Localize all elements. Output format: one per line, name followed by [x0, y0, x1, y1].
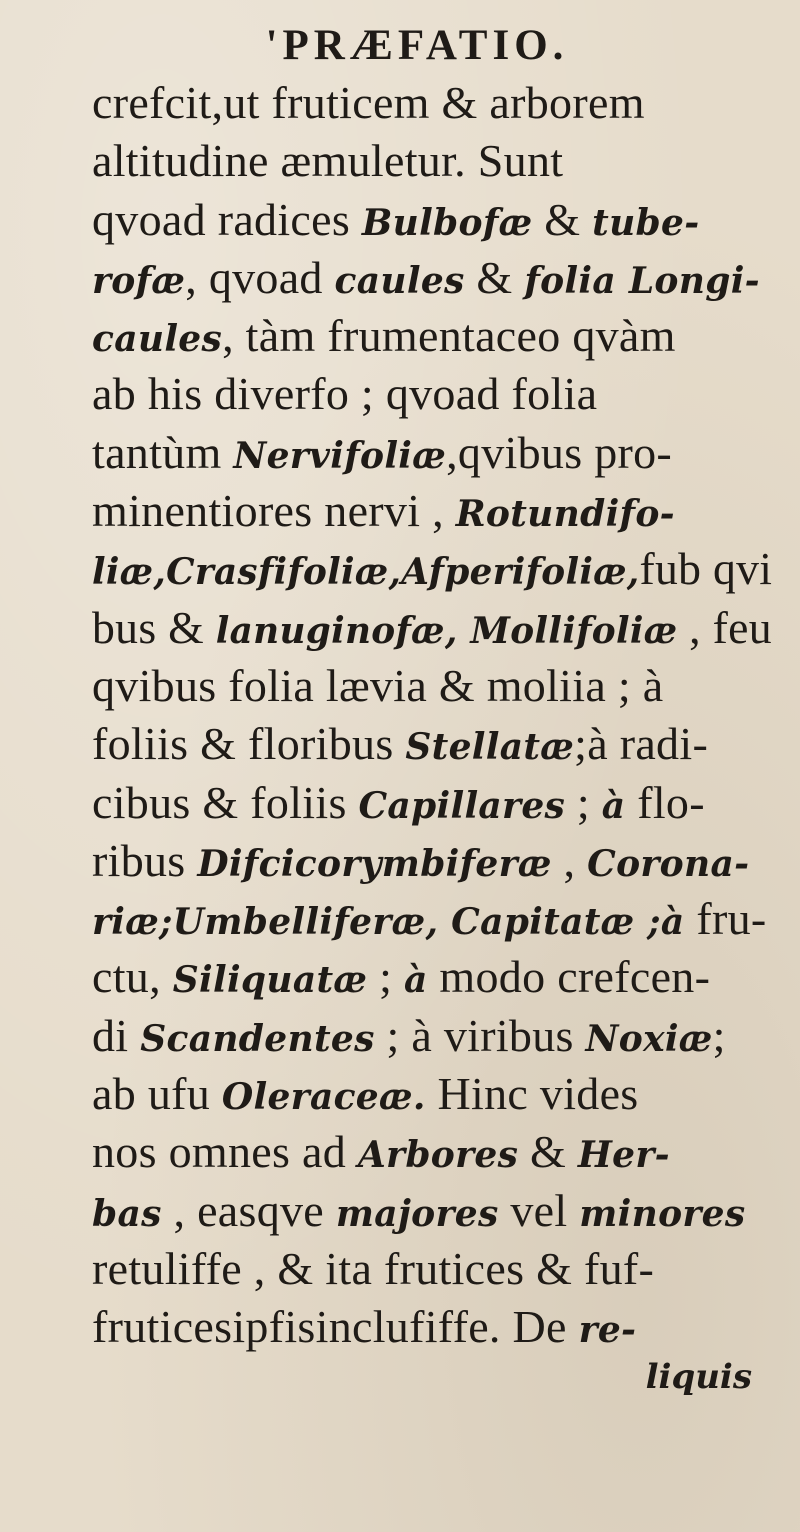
- text-line: [92, 599, 772, 657]
- text-run: ;: [367, 951, 404, 1003]
- text-line: [92, 832, 772, 890]
- text-line: [92, 1007, 772, 1065]
- text-run: ctu,: [92, 951, 173, 1003]
- italic-term: rofæ: [92, 259, 186, 302]
- text-line: [92, 424, 772, 482]
- italic-term: Bulbofæ: [361, 201, 533, 244]
- text-run: &: [464, 251, 525, 303]
- text-run: fru-: [684, 893, 767, 945]
- text-line: [92, 1298, 772, 1356]
- text-run: Hinc vides: [425, 1068, 639, 1120]
- text-run: &: [532, 193, 593, 245]
- text-line: [92, 74, 772, 132]
- text-line: [92, 249, 772, 307]
- text-line: [92, 365, 772, 423]
- text-run: vel: [498, 1184, 580, 1236]
- text-run: minentiores nervi ,: [92, 485, 456, 537]
- text-run: ; à viribus: [374, 1009, 586, 1061]
- text-run: , qvoad: [185, 251, 335, 303]
- italic-term: minores: [579, 1192, 746, 1235]
- text-run: fruticesipfisinclufiffe. De: [92, 1301, 579, 1353]
- catchword-line: [92, 1357, 772, 1397]
- text-run: altitudine æmuletur. Sunt: [92, 135, 564, 187]
- italic-term: Corona-: [587, 842, 750, 885]
- italic-term: à: [601, 784, 626, 827]
- italic-term: liæ,Crasfifoliæ,Afperifoliæ,: [92, 551, 640, 594]
- text-run: ab his diverfo ; qvoad folia: [92, 368, 598, 420]
- text-run: retuliffe , & ita frutices & fuf-: [92, 1242, 655, 1294]
- text-line: [92, 1240, 772, 1298]
- text-line: [92, 482, 772, 540]
- text-run: ;: [712, 1009, 726, 1061]
- running-header: 'PRÆFATIO.: [265, 22, 569, 69]
- italic-term: Stellatæ: [405, 726, 575, 769]
- italic-term: Scandentes: [140, 1017, 375, 1060]
- text-line: [92, 774, 772, 832]
- text-run: foliis & floribus: [92, 718, 406, 770]
- italic-term: Siliquatæ: [172, 959, 368, 1002]
- text-run: qvoad radices: [92, 193, 362, 245]
- text-run: ribus: [92, 834, 198, 886]
- text-run: crefcit,ut fruticem & arborem: [92, 77, 645, 128]
- italic-term: tube-: [592, 201, 700, 244]
- italic-term: riæ;Umbelliferæ, Capitatæ ;à: [92, 901, 685, 944]
- text-run: di: [92, 1009, 141, 1061]
- text-line: [92, 191, 772, 249]
- text-run: bus &: [92, 601, 216, 653]
- italic-term: Nervifoliæ: [233, 434, 447, 477]
- text-line: [92, 1065, 772, 1123]
- italic-term: re-: [578, 1309, 637, 1352]
- text-line: [92, 1182, 772, 1240]
- catchword: liquis: [645, 1356, 752, 1397]
- text-run: ,qvibus pro-: [446, 426, 673, 478]
- italic-term: Her-: [577, 1134, 670, 1177]
- italic-term: caules: [92, 318, 223, 361]
- italic-term: lanuginofæ, Mollifoliæ: [215, 609, 678, 652]
- text-run: qvibus folia lævia & moliia ; à: [92, 659, 664, 711]
- italic-term: bas: [92, 1192, 162, 1235]
- text-run: ;: [565, 776, 602, 828]
- italic-term: Arbores: [357, 1134, 519, 1177]
- text-line: [92, 657, 772, 715]
- text-run: , easqve: [161, 1184, 336, 1236]
- italic-term: Rotundifo-: [455, 493, 675, 536]
- text-run: nos omnes ad: [92, 1126, 358, 1178]
- text-line: [92, 948, 772, 1006]
- text-run: modo crefcen-: [427, 951, 711, 1003]
- text-line: [92, 890, 772, 948]
- text-line: [92, 132, 772, 190]
- body-text: [92, 74, 772, 1357]
- text-line: [92, 540, 773, 598]
- text-run: ;à radi-: [574, 718, 709, 770]
- italic-term: majores: [335, 1192, 499, 1235]
- text-line: [92, 307, 772, 365]
- text-line: [92, 715, 772, 773]
- italic-term: Oleraceæ.: [221, 1076, 426, 1119]
- text-run: tantùm: [92, 426, 234, 478]
- italic-term: Capillares: [358, 784, 566, 827]
- text-run: ab ufu: [92, 1068, 222, 1120]
- text-line: [92, 1123, 772, 1181]
- text-run: cibus & foliis: [92, 776, 359, 828]
- italic-term: caules: [334, 259, 465, 302]
- text-run: &: [518, 1126, 578, 1178]
- italic-term: à: [403, 959, 428, 1002]
- italic-term: Difcicorymbiferæ: [197, 842, 552, 885]
- text-run: , feu: [677, 601, 772, 653]
- text-run: fub qvi: [639, 543, 773, 595]
- text-run: flo-: [625, 776, 705, 828]
- italic-term: folia Longi-: [524, 259, 760, 302]
- text-run: ,: [551, 834, 588, 886]
- text-run: , tàm frumentaceo qvàm: [222, 310, 676, 362]
- italic-term: Noxiæ: [585, 1017, 713, 1060]
